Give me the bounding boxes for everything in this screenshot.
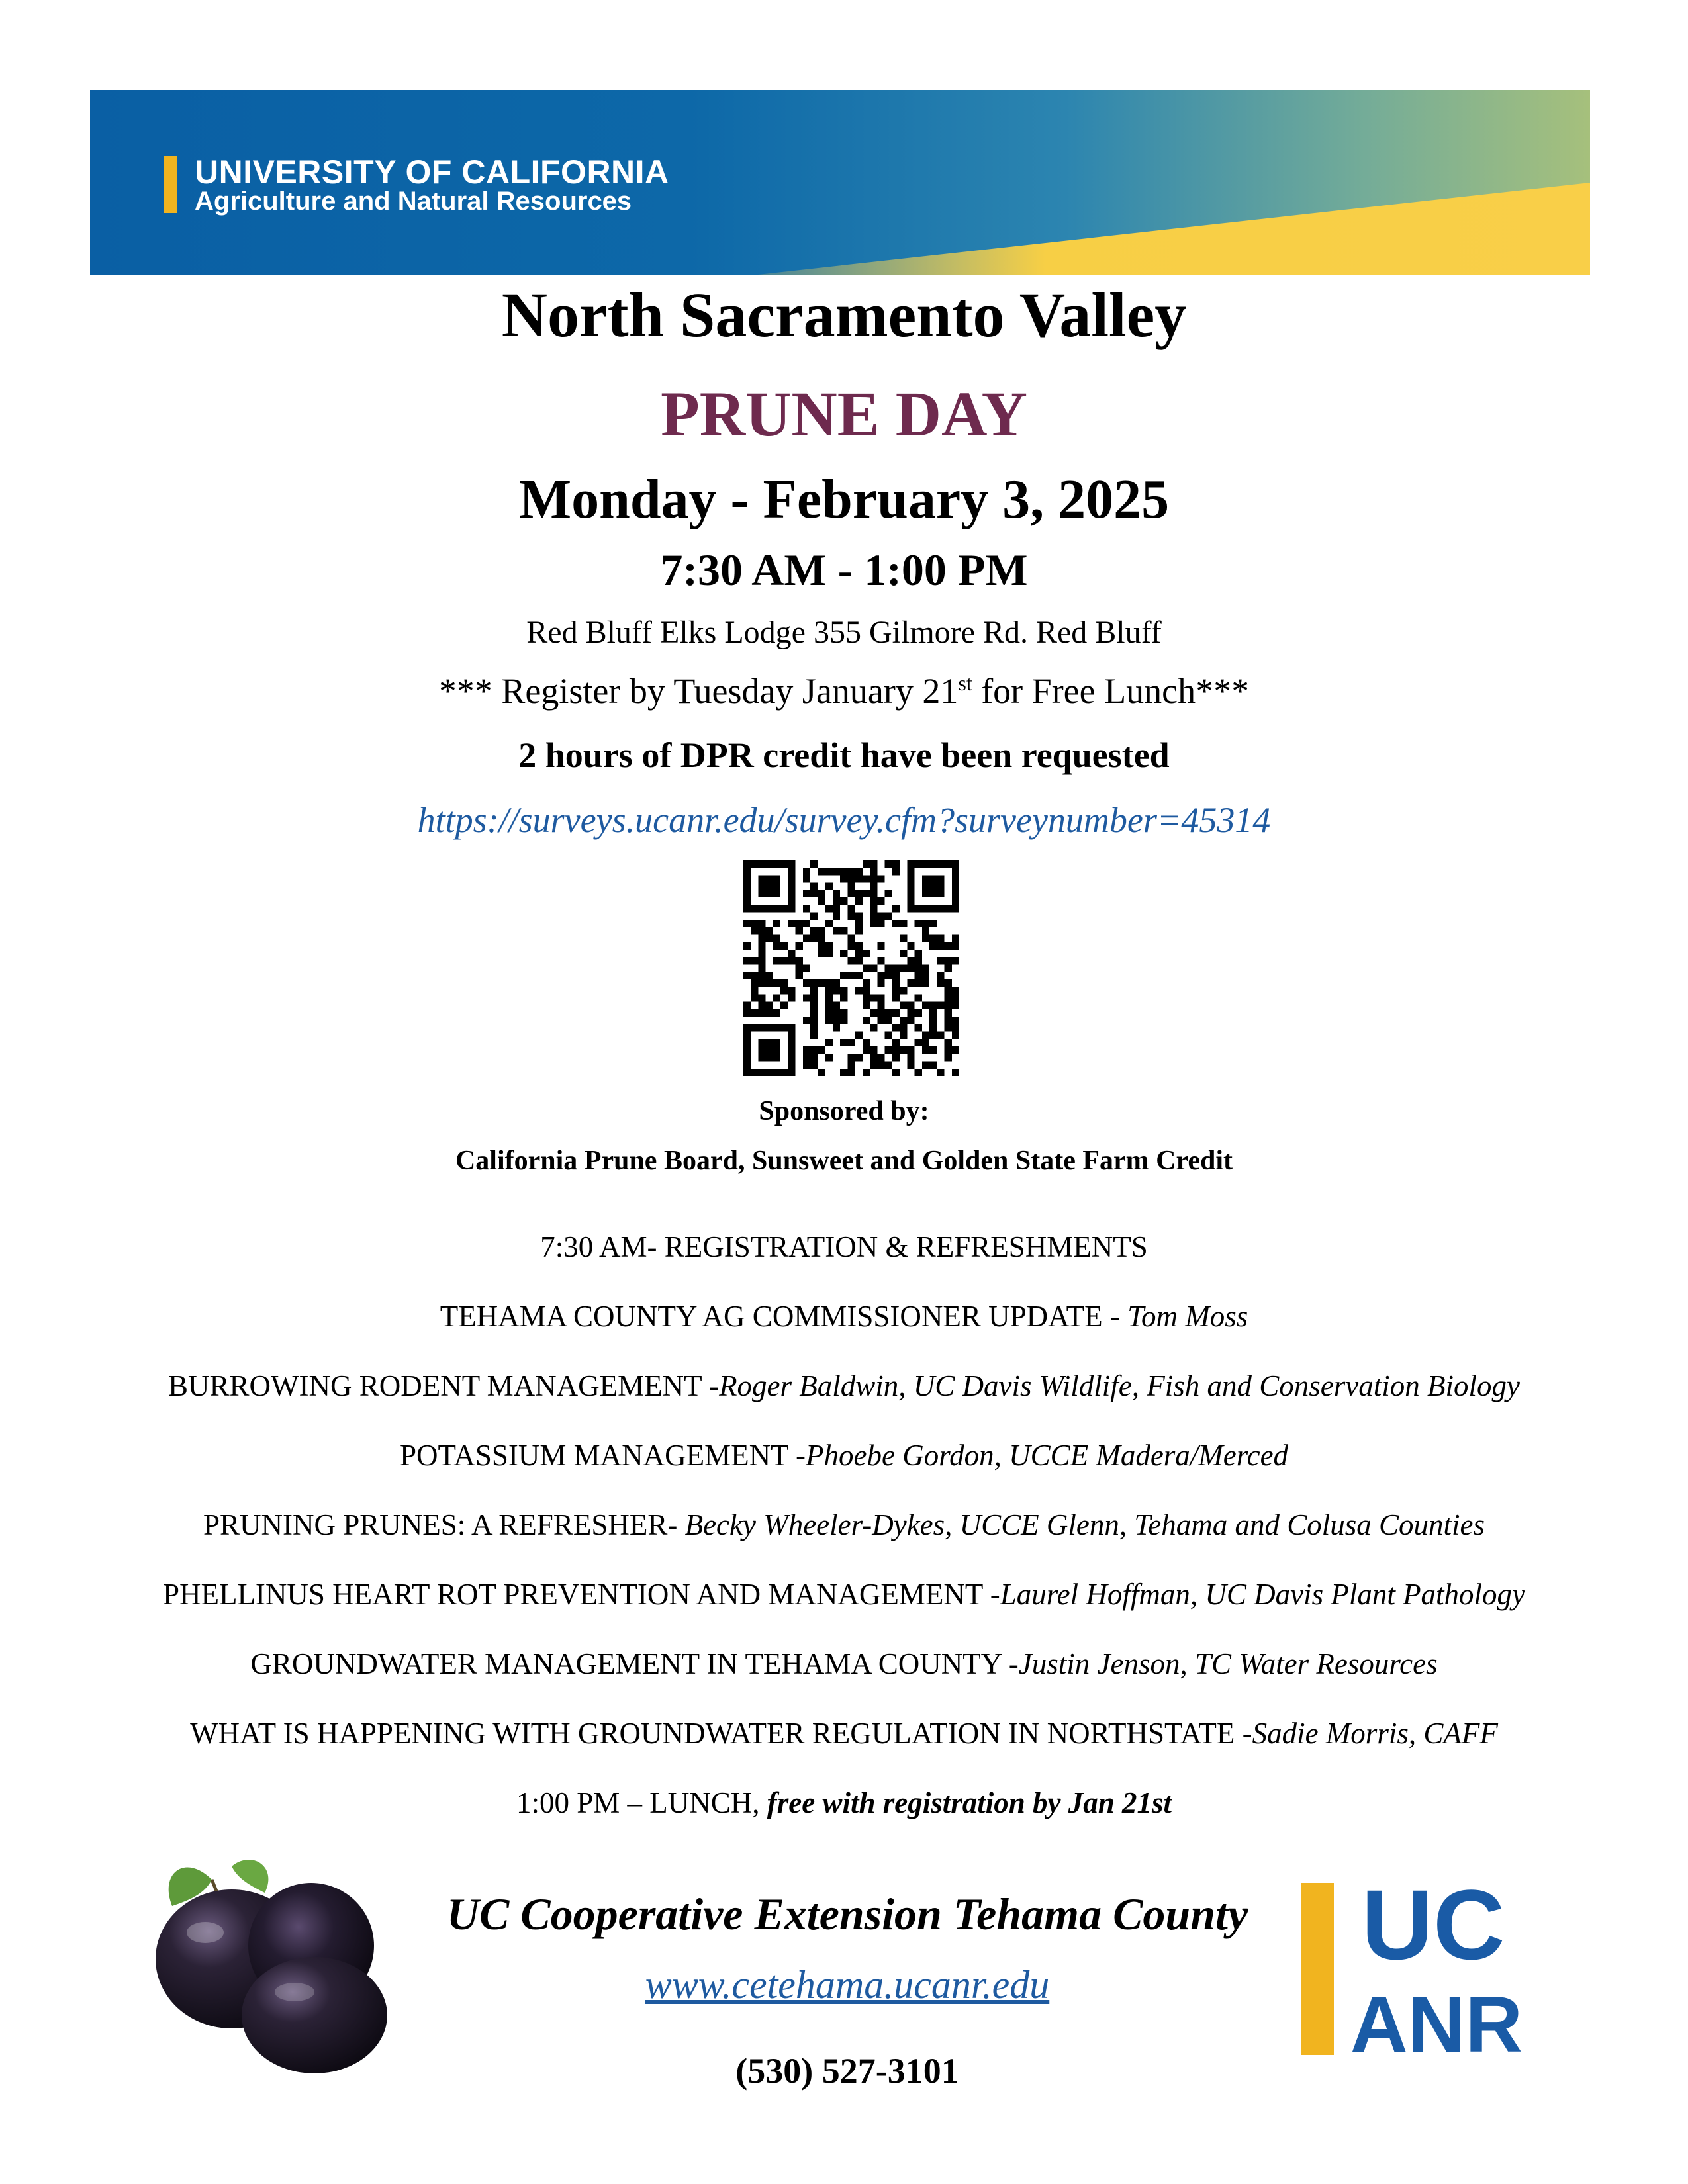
registration-superscript: st [958,671,972,695]
agenda-topic: 7:30 AM- REGISTRATION & REFRESHMENTS [540,1230,1148,1263]
agenda-speaker: Justin Jenson, TC Water Resources [1018,1647,1438,1680]
qr-code[interactable] [743,860,959,1076]
event-region: North Sacramento Valley [501,279,1187,350]
agenda-item [0,1369,1688,1403]
agenda-item [0,1647,1688,1681]
agenda-item [0,1438,1688,1473]
dpr-credit: 2 hours of DPR credit have been requested [518,735,1170,775]
agenda-item [0,1299,1688,1334]
survey-link[interactable]: https://surveys.ucanr.edu/survey.cfm?surveynumber=45314 [417,800,1271,840]
institution-name: UNIVERSITY OF CALIFORNIA [195,154,669,191]
uc-anr-logo [1301,1883,1539,2055]
phone-number: (530) 527-3101 [735,2051,959,2091]
agenda-lunch-note: free with registration by Jan 21st [767,1786,1172,1819]
agenda-speaker: Laurel Hoffman, UC Davis Plant Pathology [1000,1578,1526,1611]
agenda-item [0,1577,1688,1612]
agenda-item [0,1230,1688,1264]
agenda-speaker: Becky Wheeler-Dykes, UCCE Glenn, Tehama and Colusa Counties [684,1508,1485,1541]
agenda-topic: GROUNDWATER MANAGEMENT IN TEHAMA COUNTY - [250,1647,1019,1680]
event-name: PRUNE DAY [661,379,1027,449]
agenda-item [0,1786,1688,1820]
division-name: Agriculture and Natural Resources [195,187,632,216]
agenda-speaker: Phoebe Gordon, UCCE Madera/Merced [806,1439,1289,1472]
agenda-item [0,1508,1688,1542]
registration-note [0,670,1688,711]
agenda-topic: PRUNING PRUNES: A REFRESHER- [203,1508,685,1541]
org-name: UC Cooperative Extension Tehama County [446,1889,1248,1939]
sponsor-names: California Prune Board, Sunsweet and Golden State Farm Credit [455,1146,1233,1176]
logo-uc-text: UC [1361,1883,1505,1980]
agenda-topic: WHAT IS HAPPENING WITH GROUNDWATER REGULATION IN NORTHSTATE - [190,1717,1252,1750]
registration-text: *** Register by Tuesday January 21 [438,671,959,711]
agenda-topic: PHELLINUS HEART ROT PREVENTION AND MANAGEMENT - [162,1578,1000,1611]
agenda-topic: 1:00 PM – LUNCH, [516,1786,767,1819]
website-link[interactable]: www.cetehama.ucanr.edu [645,1963,1050,2007]
agenda-topic: TEHAMA COUNTY AG COMMISSIONER UPDATE - [440,1300,1128,1333]
registration-text-end: for Free Lunch*** [972,671,1250,711]
event-time: 7:30 AM - 1:00 PM [660,545,1028,595]
sponsored-by-label: Sponsored by: [759,1096,929,1126]
agenda-speaker: Sadie Morris, CAFF [1252,1717,1498,1750]
logo-anr-text: ANR [1350,1980,1523,2055]
agenda-item [0,1716,1688,1751]
uc-anr-banner [90,90,1590,275]
event-date: Monday - February 3, 2025 [518,469,1170,530]
agenda-topic: POTASSIUM MANAGEMENT - [399,1439,806,1472]
agenda-speaker: Tom Moss [1127,1300,1248,1333]
event-location: Red Bluff Elks Lodge 355 Gilmore Rd. Red Bluff [526,615,1162,650]
agenda-speaker: Roger Baldwin, UC Davis Wildlife, Fish and Conservation Biology [719,1369,1520,1402]
banner-accent-bar [164,156,177,213]
agenda-topic: BURROWING RODENT MANAGEMENT - [168,1369,720,1402]
